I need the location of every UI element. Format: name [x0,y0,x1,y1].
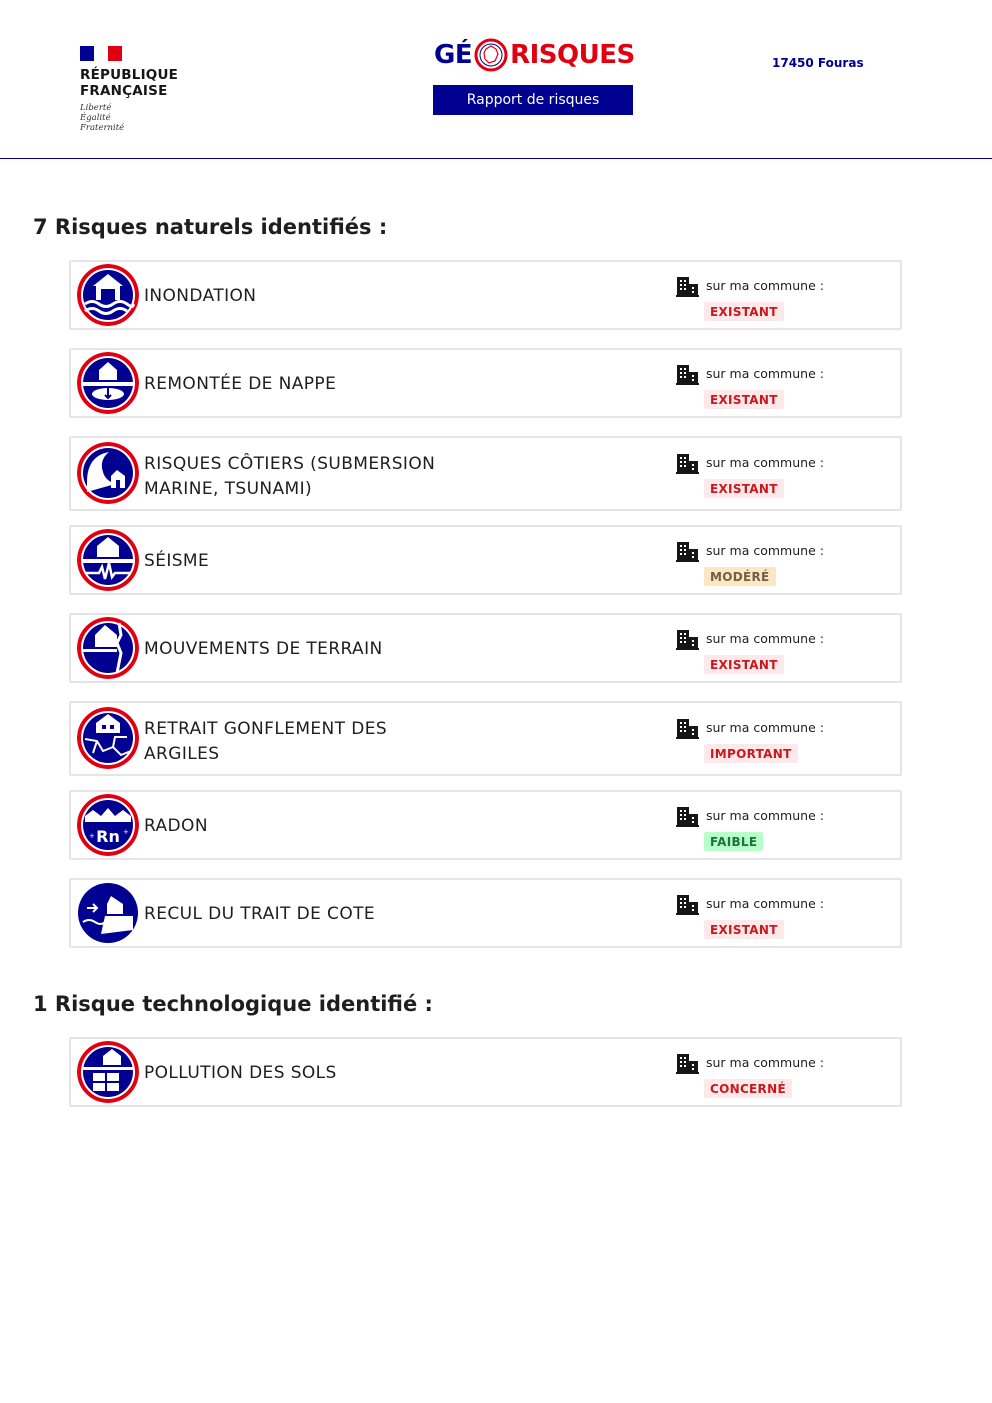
building-icon [676,453,699,474]
report-label: Rapport de risques [433,85,633,115]
logo-right-text: RISQUES [510,40,635,70]
risk-card-retrait-gonflement [69,701,902,776]
risk-card-inondation [69,260,902,330]
svg-text:+: + [89,832,95,840]
georisques-logo [434,37,635,73]
motto-line-3: Fraternité [80,123,125,133]
status-badge: MODÉRÉ [704,567,776,586]
radon-icon [77,794,139,856]
risk-name-line-1: RISQUES CÔTIERS (SUBMERSION [144,454,436,474]
status-badge: FAIBLE [704,832,763,851]
status-badge: CONCERNÉ [704,1079,792,1098]
natural-risks-title: 7 Risques naturels identifiés : [33,215,388,239]
building-icon [676,1053,699,1074]
building-icon [676,806,699,827]
risk-scope: sur ma commune : [706,808,824,823]
risk-name: REMONTÉE DE NAPPE [144,374,337,394]
status-badge: EXISTANT [704,920,784,939]
risk-name: RADON [144,816,208,836]
technological-risks-title: 1 Risque technologique identifié : [33,992,433,1016]
flood-icon [77,264,139,326]
building-icon [676,718,699,739]
risk-scope: sur ma commune : [706,1055,824,1070]
risk-card-remontee-nappe [69,348,902,418]
republique-francaise-logo [80,46,178,133]
risk-name: POLLUTION DES SOLS [144,1063,337,1083]
coastline-retreat-icon [77,882,139,944]
logo-left-text: GÉ [434,40,473,70]
republic-line-2: FRANÇAISE [80,83,168,99]
building-icon [676,276,699,297]
risk-name-line-2: ARGILES [144,744,220,764]
svg-text:+: + [123,828,129,836]
status-badge: EXISTANT [704,390,784,409]
building-icon [676,364,699,385]
risk-scope: sur ma commune : [706,631,824,646]
building-icon [676,894,699,915]
risk-card-recul-trait-cote [69,878,902,948]
risk-name: MOUVEMENTS DE TERRAIN [144,639,383,659]
motto-line-2: Égalité [80,113,111,123]
soil-pollution-icon [77,1041,139,1103]
risk-card-risques-cotiers [69,436,902,511]
svg-text:Rn: Rn [96,827,120,846]
french-flag-icon [80,46,122,61]
earthquake-icon [77,529,139,591]
risk-card-seisme [69,525,902,595]
risk-scope: sur ma commune : [706,278,824,293]
risk-name: RECUL DU TRAIT DE COTE [144,904,376,924]
risk-card-mouvements-terrain [69,613,902,683]
commune-name: 17450 Fouras [772,56,864,70]
clay-crack-icon [77,707,139,769]
risk-card-radon [69,790,902,860]
building-icon [676,629,699,650]
groundwater-icon [77,352,139,414]
risk-name-line-2: MARINE, TSUNAMI) [144,479,313,499]
status-badge: EXISTANT [704,302,784,321]
risk-scope: sur ma commune : [706,896,824,911]
report-header [0,0,992,159]
coastal-wave-icon [77,442,139,504]
risk-scope: sur ma commune : [706,720,824,735]
risk-scope: sur ma commune : [706,455,824,470]
france-map-icon [474,38,508,72]
landslide-icon [77,617,139,679]
motto-line-1: Liberté [80,103,112,113]
status-badge: IMPORTANT [704,744,798,763]
status-badge: EXISTANT [704,655,784,674]
risk-name-line-1: RETRAIT GONFLEMENT DES [144,719,388,739]
republic-line-1: RÉPUBLIQUE [80,67,179,83]
risk-card-pollution-sols [69,1037,902,1107]
risk-name: INONDATION [144,286,257,306]
risk-name: SÉISME [144,551,210,571]
status-badge: EXISTANT [704,479,784,498]
risk-scope: sur ma commune : [706,543,824,558]
risk-scope: sur ma commune : [706,366,824,381]
building-icon [676,541,699,562]
